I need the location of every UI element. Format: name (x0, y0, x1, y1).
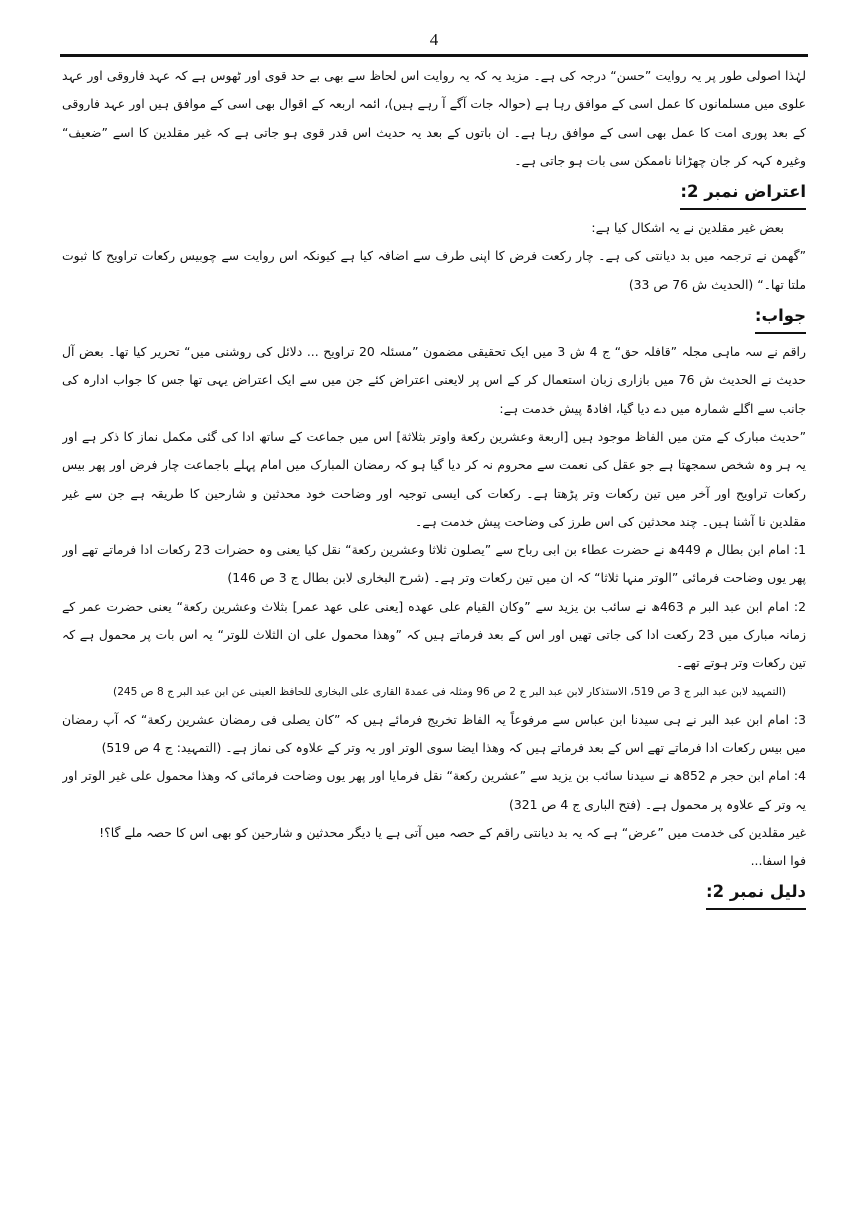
list-item: 4: امام ابن حجر م 852ھ نے سیدنا سائب بن یزید سے ”عشرین رکعة“ نقل فرمایا اور پھر یوں وضاحت فرمائی کہ وهذا محمول علی غیر الوتر اور یہ وتر کے علاوہ پر محمول ہے۔ (فتح الباری ج 4 ص 321) (62, 768, 806, 812)
paragraph-lament: فوا اسفا... (750, 853, 806, 869)
paragraph-intro: لہٰذا اصولی طور پر یہ روایت ”حسن“ درجہ کی ہے۔ مزید یہ کہ یہ روایت اس لحاظ سے بھی بے حد قوی اور ٹھوس ہے کہ عہد فاروقی اور عہد علوی میں مسلمانوں کا عمل اسی کے موافق رہا ہے (حوالہ جات آگے آ رہے ہیں)، ائمہ اربعہ کے اقوال بھی اسی کے موافق ہیں اور عہد فاروقی کے بعد پوری امت کا عمل بھی اسی کے موافق رہا ہے۔ ان باتوں کے بعد یہ حدیث اس قدر قوی ہو جاتی ہے کہ غیر مقلدین کا اسے ”ضعیف“ وغیرہ کہہ کر جان چھڑانا ناممکن سی بات ہو جاتی ہے۔ (62, 68, 806, 168)
header-rule (60, 54, 808, 57)
list-item: 1: امام ابن بطال م 449ھ نے حضرت عطاء بن ابی رباح سے ”یصلون ثلاثا وعشرین رکعة“ نقل کیا یعنی وہ حضرات 23 رکعات ادا فرماتے تھے اور پھر یوں وضاحت فرمائی ”الوتر منہا ثلاثا“ کہ ان میں تین رکعات وتر ہے۔ (شرح البخاری لابن بطال ج 3 ص 146) (62, 542, 806, 586)
list-item: 3: امام ابن عبد البر نے ہی سیدنا ابن عباس سے مرفوعاً یہ الفاظ تخریج فرمائے ہیں کہ ”کان یصلی فی رمضان عشرین رکعة“ کہ آپ رمضان میں بیس رکعات ادا فرماتے تھے اس کے بعد فرماتے ہیں کہ وهذا ایضا سوی الوتر اور یہ وتر کے علاوہ کی نماز ہے۔ (التمہید: ج 4 ص 519) (62, 711, 806, 755)
paragraph-closing-question: غیر مقلدین کی خدمت میں ”عرض“ ہے کہ یہ بد دیانتی راقم کے حصہ میں آتی ہے یا دیگر محدثین و شارحین کو بھی اس کا حصہ ملے گا؟! (99, 824, 806, 840)
paragraph-answer-context: راقم نے سہ ماہی مجلہ ”قافلہ حق“ ج 4 ش 3 میں ایک تحقیقی مضمون ”مسئلہ 20 تراویح ... دلائل کی روشنی میں“ تحریر کیا تھا۔ بعض آل حدیث نے الحدیث ش 76 میں بازاری زبان استعمال کر کے اس پر لایعنی اعتراض کئے جن میں سے ایک اعتراض یہی تھا جس کا جواب ادارہ کی جانب سے اگلے شمارہ میں دے دیا گیا، افادۃً پیش خدمت ہے: (62, 344, 806, 416)
paragraph-hadith-explanation: ”حدیث مبارک کے متن میں الفاظ موجود ہیں [اربعة وعشرین رکعة واوتر بثلاثة] اس میں جماعت کے ساتھ ادا کی گئی مکمل نماز کا ذکر ہے اور یہ ہر وہ شخص سمجھتا ہے جو عقل کی نعمت سے محروم نہ کر دیا گیا ہو کہ رمضان المبارک میں امام پہلے باجماعت چار فرض اور پھر بیس رکعات تراویح اور آخر میں تین رکعات وتر پڑھتا ہے۔ رکعات کی ایسی توجیہ اور وضاحت خود محدثین و شارحین کا طریقہ ہے جن سے غیر مقلدین نا آشنا ہیں۔ چند محدثین کی اس طرز کی وضاحت پیش خدمت ہے۔ (62, 428, 806, 529)
heading-objection-2: اعتراض نمبر 2: (680, 177, 806, 210)
paragraph-objection-lead: بعض غیر مقلدین نے یہ اشکال کیا ہے: (591, 220, 784, 236)
heading-evidence-2: دلیل نمبر 2: (706, 877, 806, 910)
list-item: 2: امام ابن عبد البر م 463ھ نے سائب بن یزید سے ”وکان القیام علی عهده [یعنی علی عهد عمر] بثلاث وعشرین رکعة“ یعنی حضرت عمر کے زمانہ مبارک میں 23 رکعت ادا کی جاتی تھیں اور اس کے بعد فرماتے ہیں کہ ”وهذا محمول علی ان الثلاث للوتر“ یہ اس بات پر محمول ہے کہ تین رکعات وتر ہوتے تھے۔ (62, 598, 806, 671)
reference-note: (التمہید لابن عبد البر ج 3 ص 519، الاستذکار لابن عبد البر ج 2 ص 96 ومثلہ فی عمدۃ القاری علی البخاری للحافظ العینی عن ابن عبد البر ج 8 ص 245) (113, 685, 786, 698)
heading-answer: جواب: (755, 301, 806, 334)
page-body (62, 62, 806, 1212)
page-number: 4 (429, 30, 439, 49)
paragraph-objection-quote: ”گھمن نے ترجمہ میں بد دیانتی کی ہے۔ چار رکعت فرض کا اپنی طرف سے اضافہ کیا ہے کیونکہ اس روایت سے چوبیس رکعات تراویح کا ثبوت ملتا تھا۔“ (الحدیث ش 76 ص 33) (62, 248, 806, 292)
